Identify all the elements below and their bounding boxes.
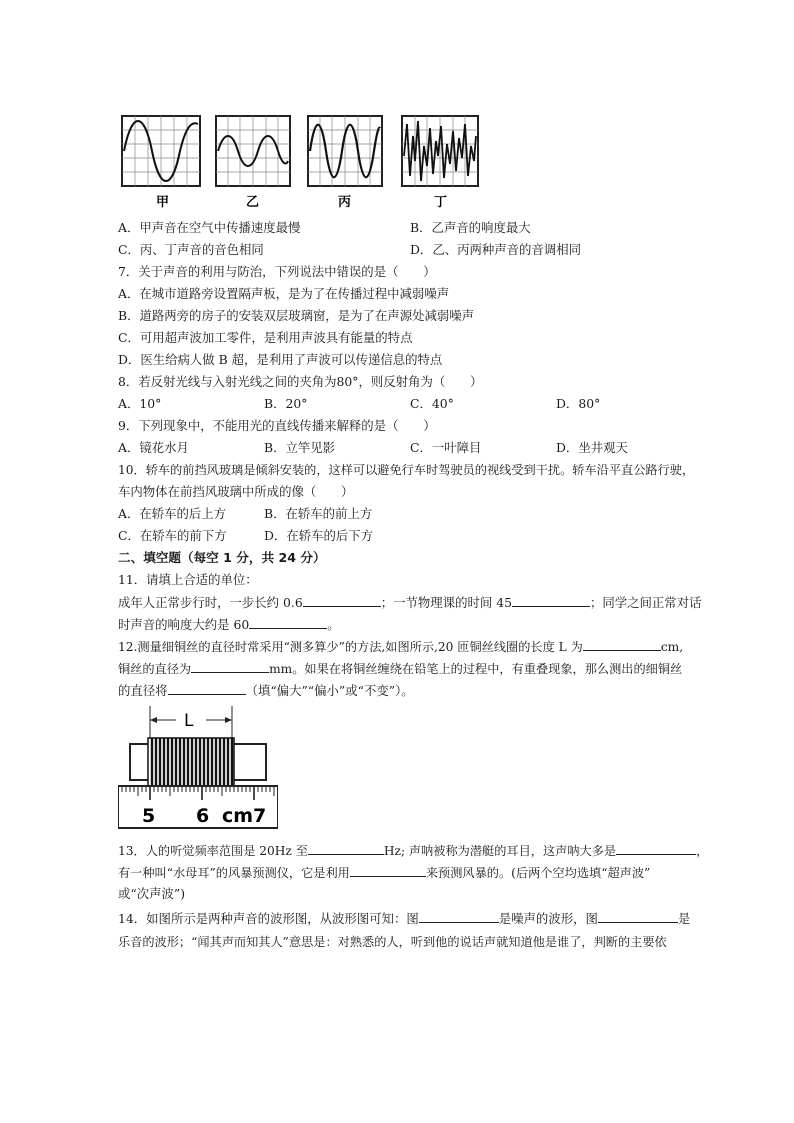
q11-stem: 11．请填上合适的单位： [118, 572, 258, 587]
q11-text-3: ；同学之间正常对话 [589, 595, 702, 610]
q8-option-b: B．20° [264, 396, 308, 411]
q7-stem: 7．关于声音的利用与防治，下列说法中错误的是（ ） [118, 264, 436, 279]
q11-line2 [118, 616, 340, 633]
q14-line1 [118, 910, 690, 927]
q10-stem-line2: 车内物体在前挡风玻璃中所成的像（ ） [118, 484, 354, 499]
q11-text-5: 。 [327, 617, 340, 632]
q6-option-d: D．乙、丙两种声音的音调相同 [410, 242, 582, 257]
q13-blank-3[interactable] [350, 864, 426, 877]
q6-option-c: C．丙、丁声音的音色相同 [118, 242, 264, 257]
waveform-label-jia: 甲 [156, 195, 170, 210]
q12-text-2: cm, [660, 640, 684, 654]
q12-text-6: （填“偏大”“偏小”或“不变”）。 [245, 683, 414, 698]
q6-option-b: B．乙声音的响度最大 [410, 220, 531, 235]
ruler [118, 786, 278, 828]
q14-blank-2[interactable] [598, 910, 678, 923]
q7-option-a: A．在城市道路旁设置隔声板，是为了在传播过程中减弱噪声 [118, 286, 450, 301]
ruler-tick-6: 6 [196, 805, 210, 827]
q9-option-b: B．立竿见影 [264, 440, 336, 455]
q8-option-d: D．80° [556, 396, 601, 411]
q9-option-d: D．坐井观天 [556, 440, 628, 455]
q14-text-1: 14．如图所示是两种声音的波形图，从波形图可知：图 [118, 911, 419, 926]
waveform-figure [118, 112, 498, 212]
q8-option-a: A．10° [118, 396, 162, 411]
q13-text-1: 13．人的听觉频率范围是 20Hz 至 [118, 844, 308, 858]
copper-coil [148, 738, 234, 786]
q9-option-c: C．一叶障目 [410, 440, 482, 455]
ruler-coil-figure [118, 704, 278, 830]
ruler-tick-5: 5 [142, 805, 156, 827]
q12-blank-3[interactable] [168, 682, 246, 695]
waveform-label-ding: 丁 [434, 195, 448, 210]
q10-option-d: D．在轿车的后下方 [264, 528, 374, 543]
q13-text-5: 来预测风暴的。(后两个空均选填“超声波” [425, 866, 651, 880]
q14-blank-1[interactable] [419, 910, 499, 923]
q10-option-c: C．在轿车的前下方 [118, 528, 227, 543]
q12-text-4: mm。如果在将铜丝缠绕在铅笔上的过程中，有重叠现象，那么测出的细铜丝 [269, 662, 683, 676]
waveform-label-yi: 乙 [246, 195, 260, 210]
length-label-L: L [184, 711, 194, 731]
waveform-bing [308, 116, 382, 186]
q12-line2 [118, 660, 682, 677]
q13-line2 [118, 864, 650, 881]
q11-text-4: 时声音的响度大约是 60 [118, 617, 250, 632]
q10-option-b: B．在轿车的前上方 [264, 506, 373, 521]
q6-option-a: A．甲声音在空气中传播速度最慢 [118, 220, 301, 235]
q7-option-d: D．医生给病人做 B 超，是利用了声波可以传递信息的特点 [118, 352, 443, 367]
q11-line1 [118, 594, 701, 611]
q14-text-3: 是 [677, 911, 691, 926]
q14-text-2: 是噪声的波形，图 [498, 911, 598, 926]
q10-option-a: A．在轿车的后上方 [118, 506, 227, 521]
ruler-tick-7: cm7 [222, 805, 267, 827]
q13-line1 [118, 842, 708, 859]
q11-blank-2[interactable] [512, 594, 590, 607]
waveform-ding [402, 116, 478, 186]
q12-text-1: 12.测量细铜丝的直径时常采用“测多算少”的方法,如图所示,20 匝铜丝线圈的长度 L 为 [118, 640, 583, 654]
q11-blank-3[interactable] [249, 616, 327, 629]
q12-blank-1[interactable] [583, 638, 661, 651]
section2-title: 二、填空题（每空 1 分，共 24 分） [118, 550, 326, 565]
q9-option-a: A．镜花水月 [118, 440, 189, 455]
q12-line3 [118, 682, 414, 699]
q11-text-2: ；一节物理课的时间 45 [380, 595, 512, 610]
q9-stem: 9．下列现象中，不能用光的直线传播来解释的是（ ） [118, 418, 436, 433]
q12-text-3: 铜丝的直径为 [118, 662, 192, 676]
waveform-jia [122, 116, 200, 186]
waveform-yi [216, 116, 290, 186]
q8-option-c: C．40° [410, 396, 454, 411]
q13-line3: 或“次声波”) [118, 886, 186, 901]
q13-text-4: 有一种叫“水母耳”的风暴预测仪，它是利用 [118, 866, 350, 880]
q11-blank-1[interactable] [303, 594, 381, 607]
q13-blank-2[interactable] [616, 842, 696, 855]
q13-text-3: ， [696, 844, 709, 858]
q10-stem-line1: 10．轿车的前挡风玻璃是倾斜安装的，这样可以避免行车时驾驶员的视线受到干扰。轿车沿平直公路行驶， [118, 463, 695, 477]
q12-blank-2[interactable] [191, 660, 269, 673]
q13-text-2: Hz; 声呐被称为潜艇的耳目，这声呐大多是 [383, 844, 617, 858]
q7-option-c: C．可用超声波加工零件，是利用声波具有能量的特点 [118, 330, 413, 345]
waveform-label-bing: 丙 [338, 195, 352, 210]
q12-line1 [118, 638, 683, 655]
q7-option-b: B．道路两旁的房子的安装双层玻璃窗，是为了在声源处减弱噪声 [118, 308, 475, 323]
q8-stem: 8．若反射光线与入射光线之间的夹角为80°，则反射角为（ ） [118, 374, 483, 389]
q14-line2: 乐音的波形；“闻其声而知其人”意思是：对熟悉的人，听到他的说话声就知道他是谁了，判断的主要依 [118, 935, 667, 949]
q12-text-5: 的直径将 [118, 683, 168, 698]
q11-text-1: 成年人正常步行时，一步长约 0.6 [118, 595, 303, 610]
q13-blank-1[interactable] [308, 842, 384, 855]
